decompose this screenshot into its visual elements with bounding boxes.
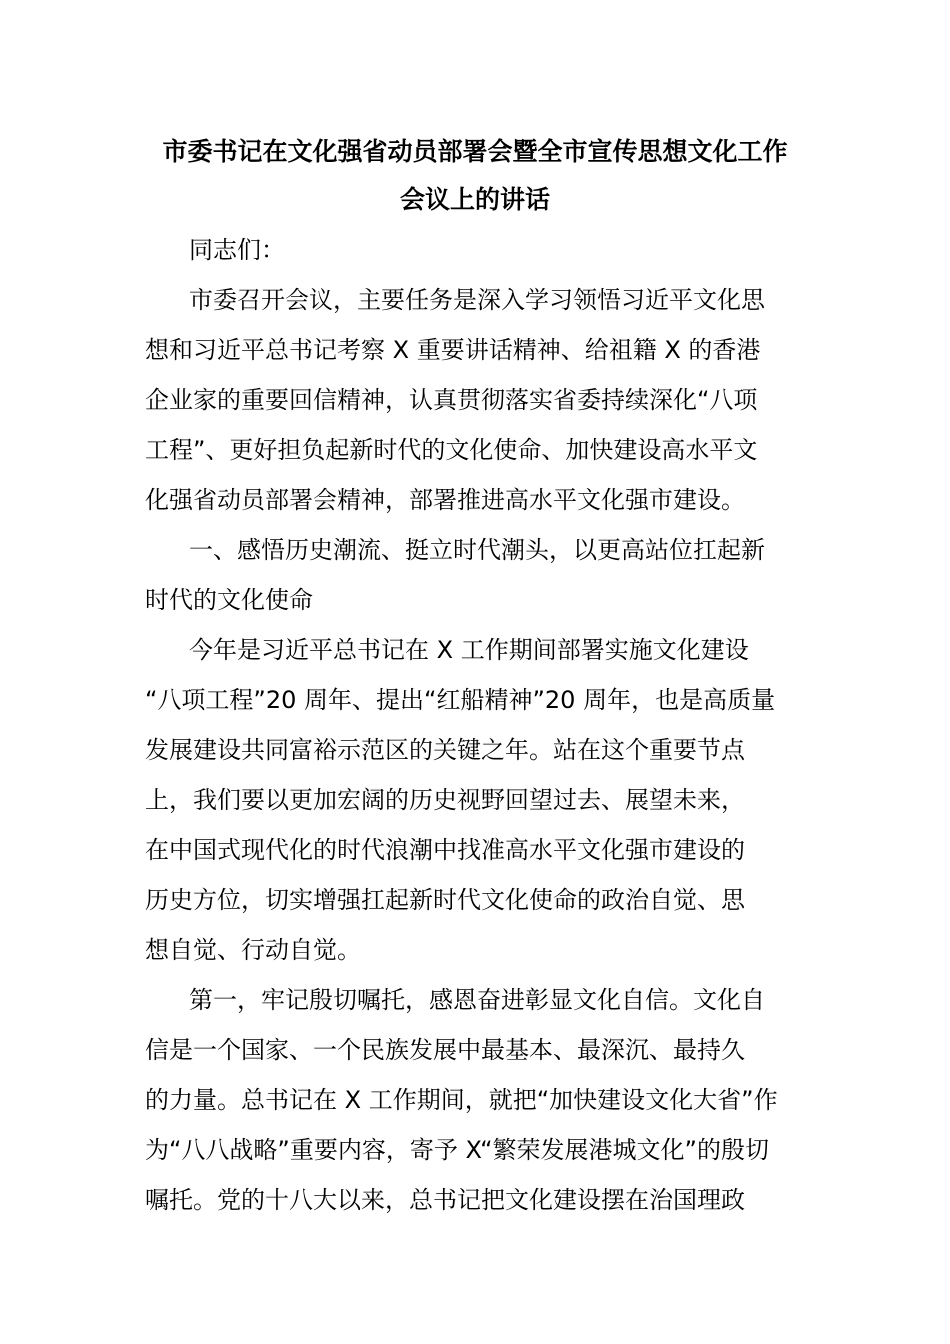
paragraph-line: 信是一个国家、一个民族发展中最基本、最深沉、最持久 [145,1036,745,1064]
salutation: 同志们： [189,236,285,264]
paragraph-line: 今年是习近平总书记在 X 工作期间部署实施文化建设 [189,636,749,664]
document-title-line-2: 会议上的讲话 [399,185,550,214]
paragraph-line: 第一，牢记殷切嘱托，感恩奋进彰显文化自信。文化自 [189,986,765,1014]
paragraph-line: 想和习近平总书记考察 X 重要讲话精神、给祖籍 X 的香港 [145,336,761,364]
paragraph-line: 上，我们要以更加宏阔的历史视野回望过去、展望未来， [145,786,745,814]
section-heading-line: 一、感悟历史潮流、挺立时代潮头，以更高站位扛起新 [189,536,765,564]
document-title-line-1: 市委书记在文化强省动员部署会暨全市宣传思想文化工作 [162,137,788,166]
paragraph-line: “八项工程”20 周年、提出“红船精神”20 周年，也是高质量 [145,686,776,714]
paragraph-line: 嘱托。党的十八大以来，总书记把文化建设摆在治国理政 [145,1186,745,1214]
section-heading-line: 时代的文化使命 [145,586,313,614]
paragraph-line: 历史方位，切实增强扛起新时代文化使命的政治自觉、思 [145,886,745,914]
paragraph-line: 发展建设共同富裕示范区的关键之年。站在这个重要节点 [145,736,745,764]
paragraph-line: 的力量。总书记在 X 工作期间，就把“加快建设文化大省”作 [145,1086,778,1114]
paragraph-line: 为“八八战略”重要内容，寄予 X“繁荣发展港城文化”的殷切 [145,1136,769,1164]
paragraph-line: 在中国式现代化的时代浪潮中找准高水平文化强市建设的 [145,836,745,864]
paragraph-line: 市委召开会议，主要任务是深入学习领悟习近平文化思 [189,286,765,314]
paragraph-line: 想自觉、行动自觉。 [145,936,361,964]
paragraph-line: 工程”、更好担负起新时代的文化使命、加快建设高水平文 [145,436,758,464]
paragraph-line: 企业家的重要回信精神，认真贯彻落实省委持续深化“八项 [145,386,758,414]
paragraph-line: 化强省动员部署会精神，部署推进高水平文化强市建设。 [145,486,745,514]
